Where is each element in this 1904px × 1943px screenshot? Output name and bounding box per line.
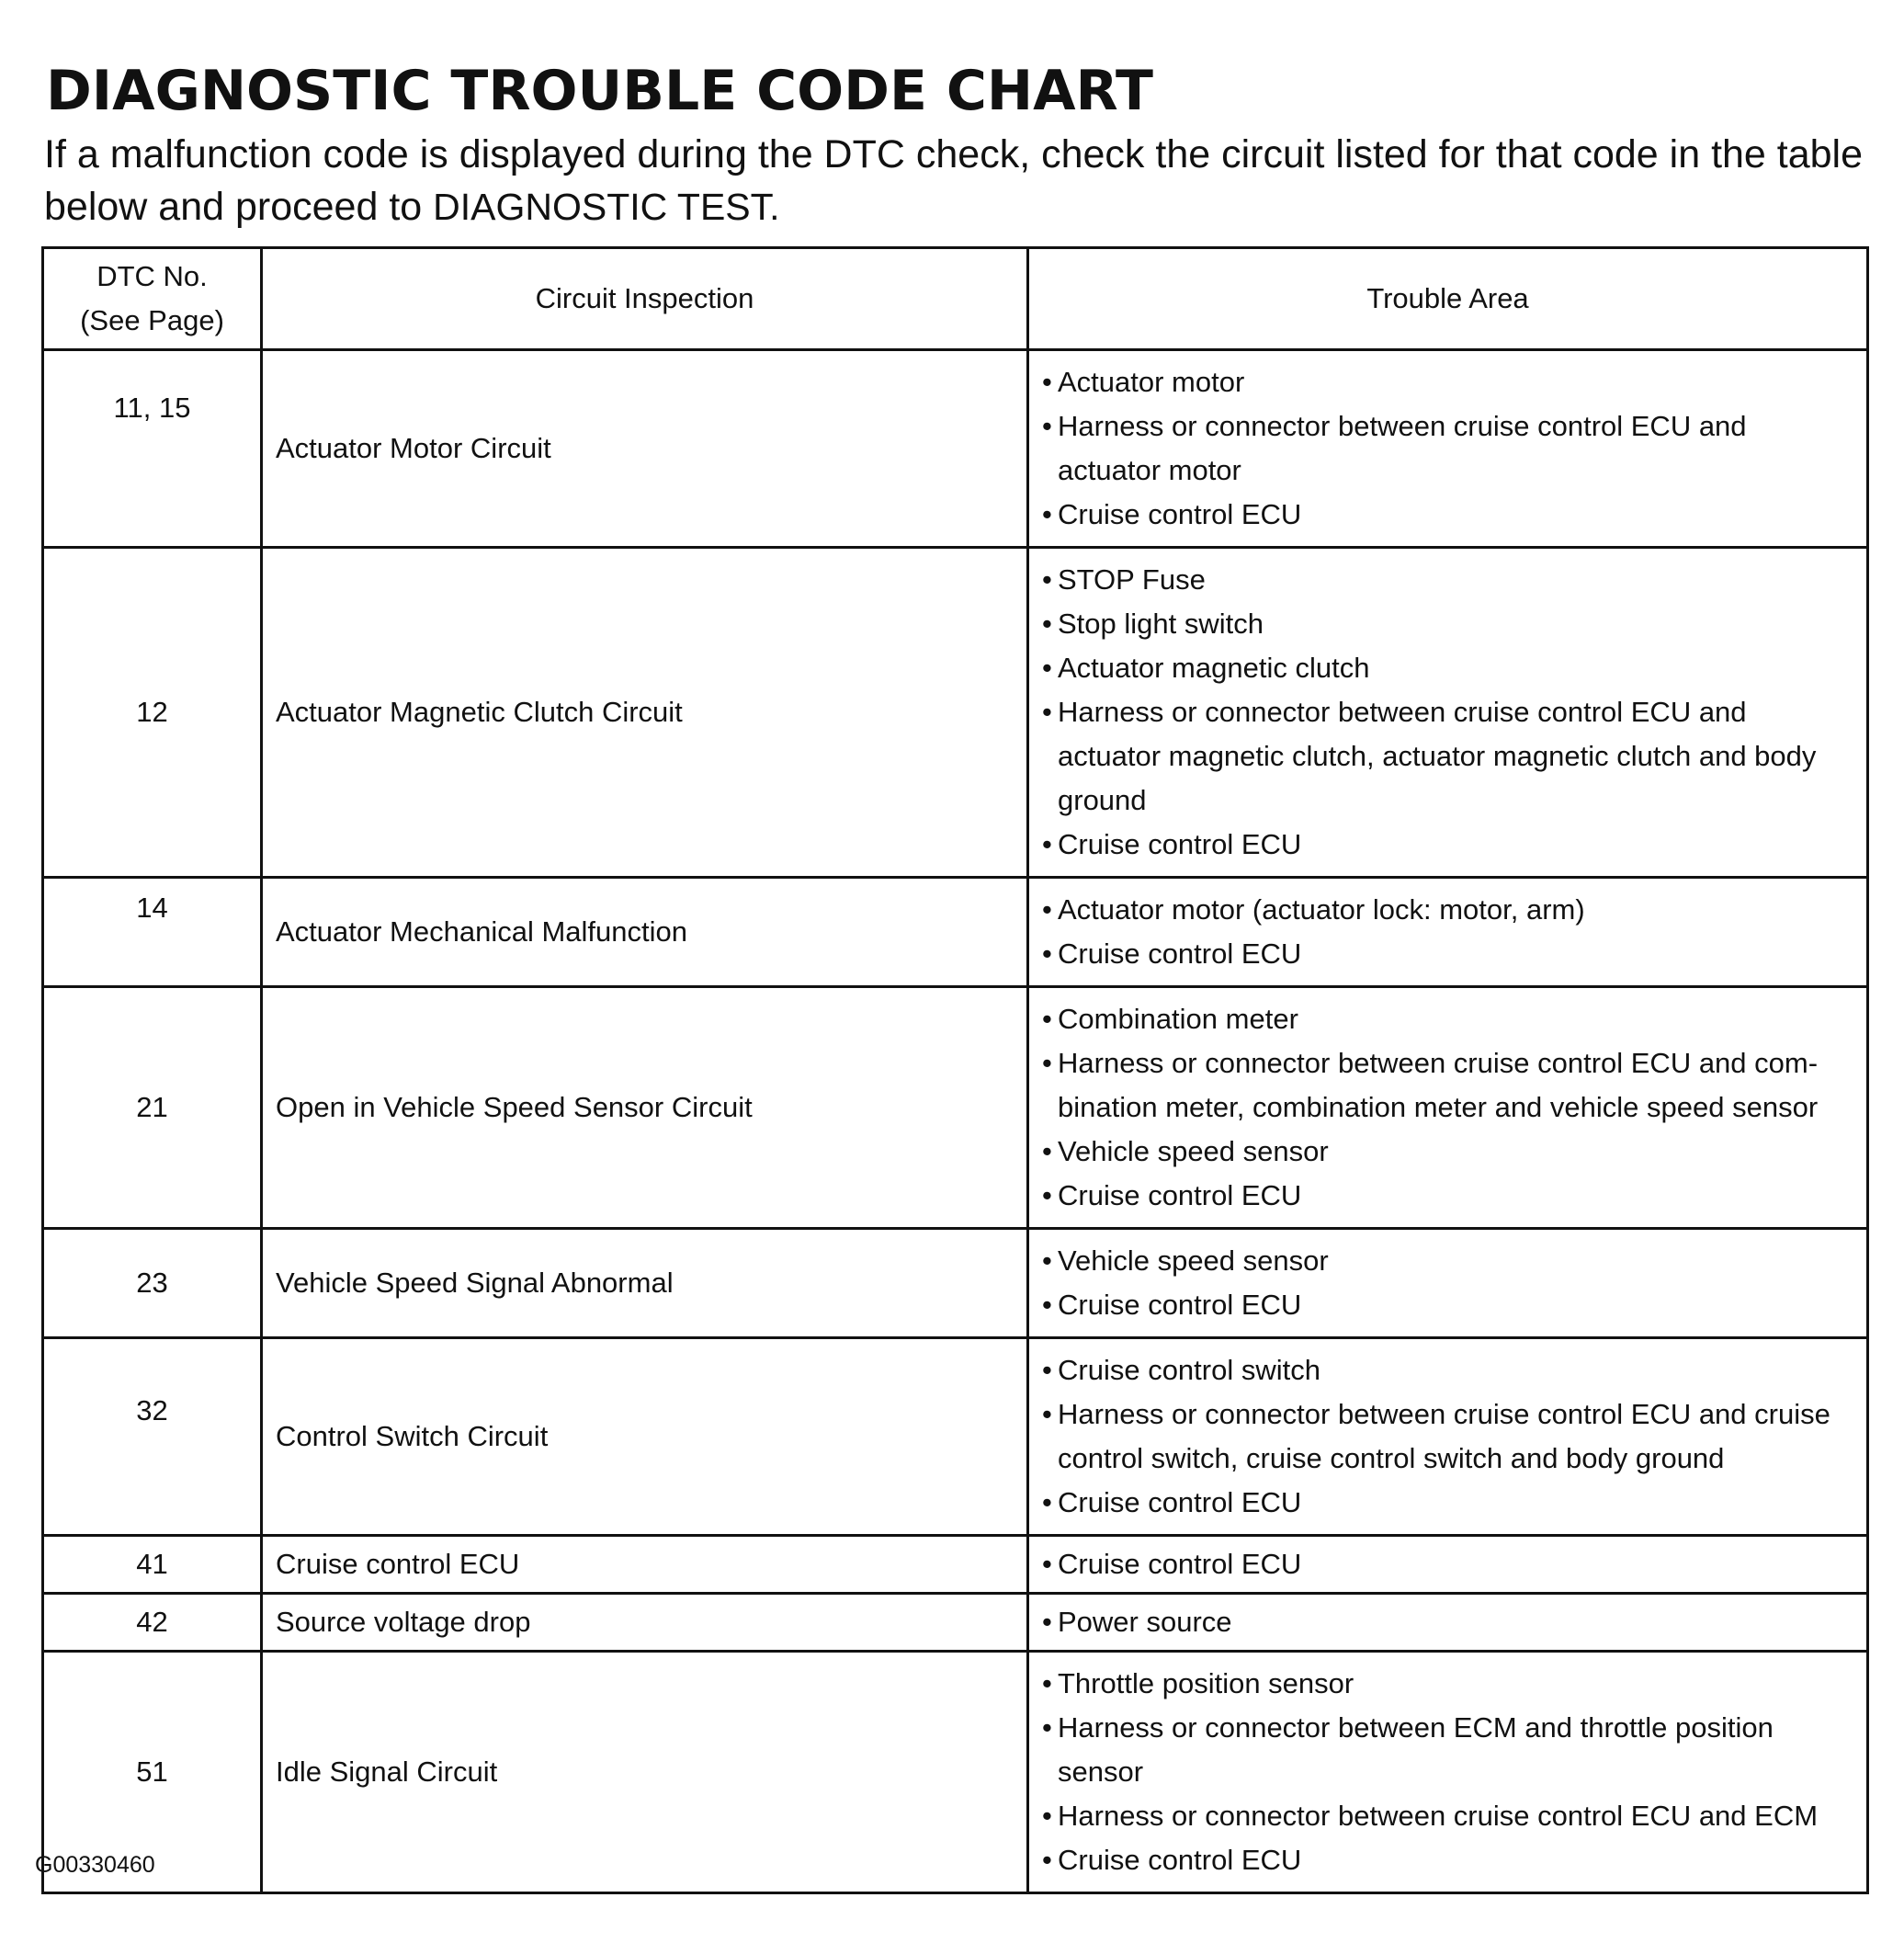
trouble-area-cell: [1028, 1652, 1868, 1893]
trouble-area-item: • Harness or connector between cruise control ECU and ECM: [1042, 1794, 1853, 1838]
trouble-area-list: [1042, 360, 1853, 537]
table-row: [43, 1536, 1868, 1594]
trouble-area-cell: [1028, 1229, 1868, 1338]
trouble-area-cell: [1028, 1338, 1868, 1536]
page-title: DIAGNOSTIC TROUBLE CODE CHART: [46, 59, 1153, 123]
circuit-inspection-cell: Open in Vehicle Speed Sensor Circuit: [262, 987, 1028, 1229]
trouble-area-item: • Cruise control ECU: [1042, 1283, 1853, 1327]
dtc-code-cell: 11, 15: [43, 350, 262, 548]
table-row: [43, 1338, 1868, 1536]
dtc-code-cell: 12: [43, 548, 262, 878]
table-row: [43, 1594, 1868, 1652]
header-dtc-no-line2: (See Page): [80, 304, 224, 336]
trouble-area-item: • Harness or connector between cruise control ECU and actuator magnetic clutch, actuator magnetic clutch and body ground: [1042, 690, 1853, 823]
header-dtc-no-line1: DTC No.: [96, 260, 208, 292]
trouble-area-item: • Cruise control ECU: [1042, 1542, 1853, 1586]
dtc-code-cell: 14: [43, 878, 262, 987]
trouble-area-item: • Harness or connector between cruise control ECU and com-bination meter, combination meter and vehicle speed sensor: [1042, 1041, 1853, 1130]
trouble-area-item: • Cruise control ECU: [1042, 1838, 1853, 1882]
trouble-area-list: [1042, 888, 1853, 976]
trouble-area-cell: [1028, 987, 1868, 1229]
intro-text: If a malfunction code is displayed during the DTC check, check the circuit listed for that code in the table below and proceed to: [44, 132, 1864, 229]
table-row: [43, 987, 1868, 1229]
trouble-area-list: [1042, 1600, 1853, 1644]
trouble-area-item: • Cruise control ECU: [1042, 1481, 1853, 1525]
trouble-area-item: • Vehicle speed sensor: [1042, 1239, 1853, 1283]
trouble-area-item: • Cruise control ECU: [1042, 493, 1853, 537]
trouble-area-item: • Vehicle speed sensor: [1042, 1130, 1853, 1174]
trouble-area-cell: [1028, 548, 1868, 878]
trouble-area-item: • Cruise control ECU: [1042, 823, 1853, 867]
trouble-area-cell: [1028, 350, 1868, 548]
trouble-area-item: • STOP Fuse: [1042, 558, 1853, 602]
circuit-inspection-cell: Actuator Mechanical Malfunction: [262, 878, 1028, 987]
trouble-area-item: • Harness or connector between cruise control ECU and cruise control switch, cruise control switch and body ground: [1042, 1392, 1853, 1481]
table-row: [43, 878, 1868, 987]
trouble-area-item: • Harness or connector between ECM and throttle position sensor: [1042, 1706, 1853, 1794]
dtc-code-cell: 23: [43, 1229, 262, 1338]
trouble-area-cell: [1028, 1536, 1868, 1594]
trouble-area-item: • Cruise control ECU: [1042, 1174, 1853, 1218]
intro-paragraph: [44, 129, 1873, 233]
circuit-inspection-cell: Actuator Motor Circuit: [262, 350, 1028, 548]
dtc-code-cell: 41: [43, 1536, 262, 1594]
trouble-area-item: • Cruise control ECU: [1042, 932, 1853, 976]
table-row: [43, 1652, 1868, 1893]
trouble-area-item: • Cruise control switch: [1042, 1348, 1853, 1392]
trouble-area-item: • Harness or connector between cruise control ECU and actuator motor: [1042, 404, 1853, 493]
diagnostic-test-reference: DIAGNOSTIC TEST.: [433, 186, 780, 228]
dtc-code-cell: 42: [43, 1594, 262, 1652]
table-row: [43, 548, 1868, 878]
trouble-area-item: • Stop light switch: [1042, 602, 1853, 646]
trouble-area-list: [1042, 1662, 1853, 1882]
trouble-area-item: • Actuator motor: [1042, 360, 1853, 404]
header-circuit-inspection: Circuit Inspection: [262, 248, 1028, 350]
table-header-row: [43, 248, 1868, 350]
header-dtc-no: [43, 248, 262, 350]
circuit-inspection-cell: Actuator Magnetic Clutch Circuit: [262, 548, 1028, 878]
dtc-table: [41, 246, 1869, 1894]
trouble-area-list: [1042, 1542, 1853, 1586]
circuit-inspection-cell: Cruise control ECU: [262, 1536, 1028, 1594]
circuit-inspection-cell: Source voltage drop: [262, 1594, 1028, 1652]
header-trouble-area: Trouble Area: [1028, 248, 1868, 350]
circuit-inspection-cell: Control Switch Circuit: [262, 1338, 1028, 1536]
trouble-area-list: [1042, 558, 1853, 867]
trouble-area-list: [1042, 997, 1853, 1218]
figure-id: G00330460: [35, 1852, 155, 1878]
trouble-area-item: • Actuator motor (actuator lock: motor, arm): [1042, 888, 1853, 932]
table-row: [43, 350, 1868, 548]
circuit-inspection-cell: Vehicle Speed Signal Abnormal: [262, 1229, 1028, 1338]
trouble-area-item: • Power source: [1042, 1600, 1853, 1644]
dtc-code-cell: 21: [43, 987, 262, 1229]
trouble-area-list: [1042, 1239, 1853, 1327]
trouble-area-item: • Throttle position sensor: [1042, 1662, 1853, 1706]
trouble-area-item: • Combination meter: [1042, 997, 1853, 1041]
circuit-inspection-cell: Idle Signal Circuit: [262, 1652, 1028, 1893]
trouble-area-item: • Actuator magnetic clutch: [1042, 646, 1853, 690]
trouble-area-list: [1042, 1348, 1853, 1525]
dtc-code-cell: 51: [43, 1652, 262, 1893]
trouble-area-cell: [1028, 1594, 1868, 1652]
trouble-area-cell: [1028, 878, 1868, 987]
table-row: [43, 1229, 1868, 1338]
dtc-code-cell: 32: [43, 1338, 262, 1536]
